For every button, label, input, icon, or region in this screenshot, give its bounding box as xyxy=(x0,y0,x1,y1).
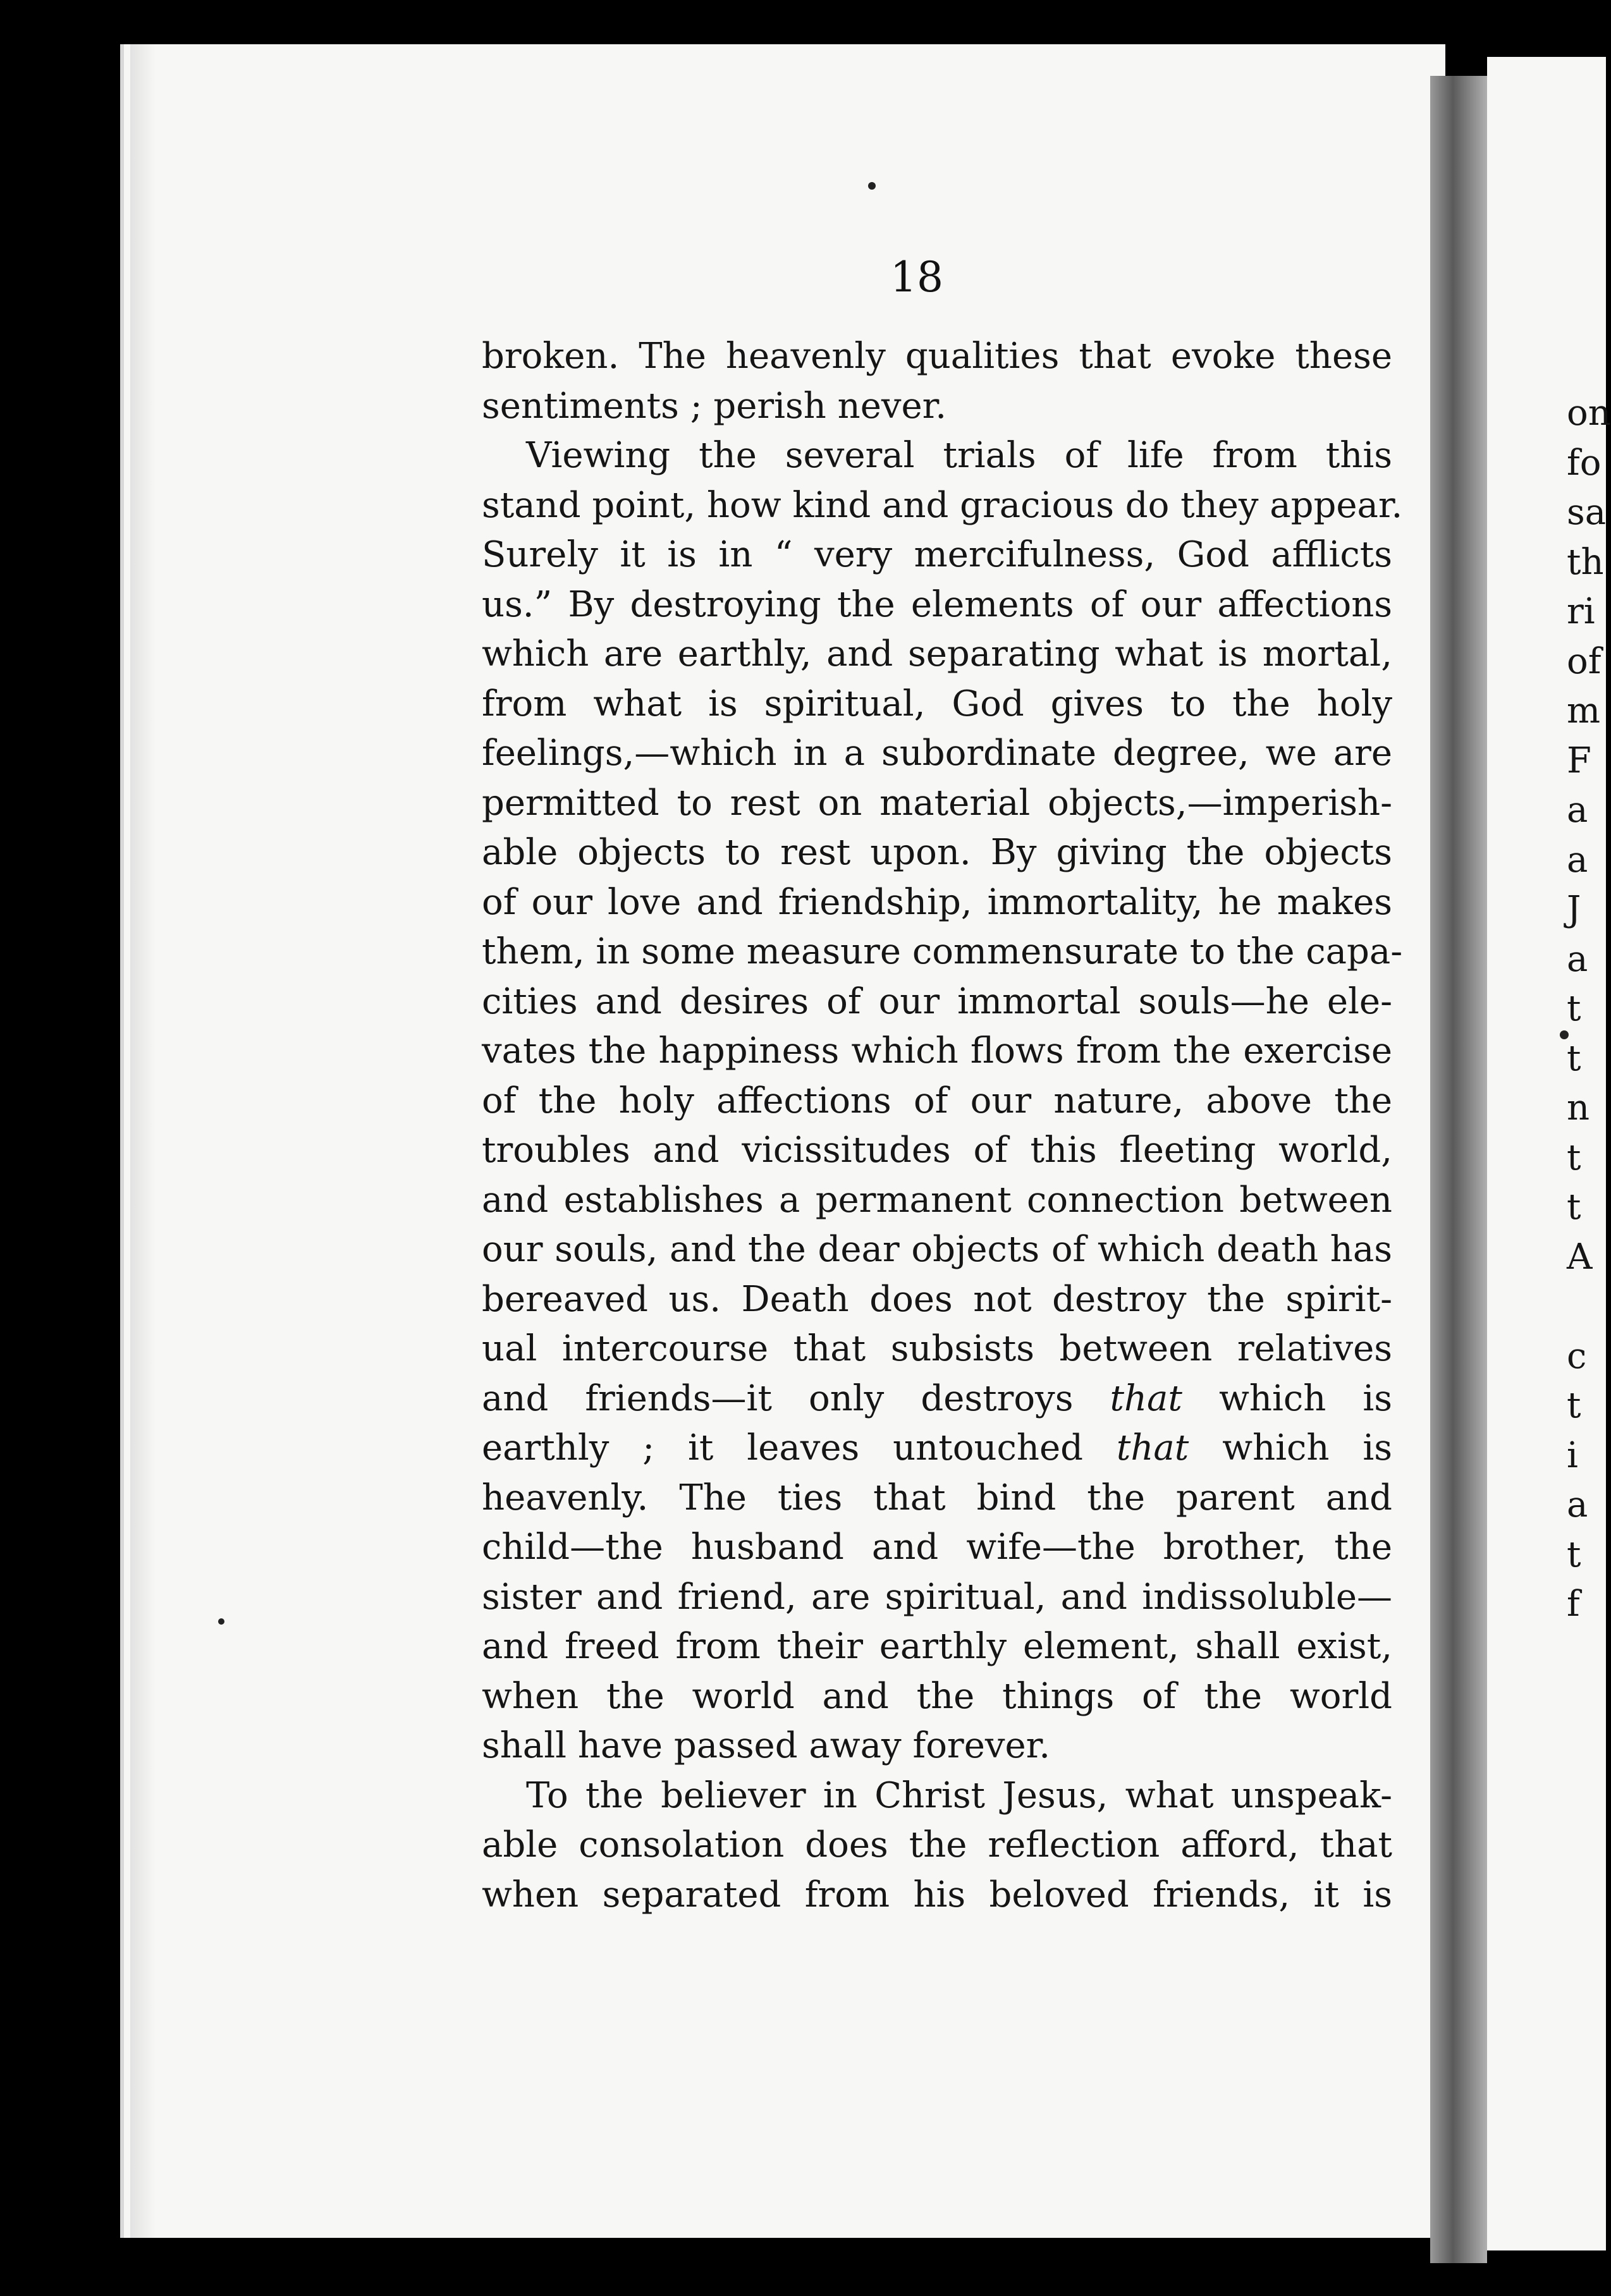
book-gutter xyxy=(1430,76,1487,2263)
right-page-fragment: F xyxy=(1567,740,1591,781)
text-line: sister and friend, are spiritual, and indissoluble— xyxy=(482,1576,1392,1618)
text-line: able consolation does the reflection afford, that xyxy=(482,1824,1392,1866)
page-number: 18 xyxy=(890,253,943,302)
text-line: shall have passed away forever. xyxy=(482,1725,1051,1766)
text-line: us.” By destroying the elements of our affections xyxy=(482,583,1392,625)
text-line: earthly ; it leaves untouched that which is xyxy=(482,1427,1392,1469)
right-page-fragment: J xyxy=(1567,889,1581,930)
right-page-fragment: ri xyxy=(1567,591,1595,632)
right-page-fragment: sa xyxy=(1567,492,1607,533)
text-line: when separated from his beloved friends, it is xyxy=(482,1874,1392,1915)
right-page xyxy=(1487,57,1611,2250)
right-page-fragment: a xyxy=(1567,790,1588,831)
text-line: bereaved us. Death does not destroy the spirit- xyxy=(482,1278,1392,1320)
right-page-fragment: c xyxy=(1567,1335,1587,1377)
text-line: feelings,—which in a subordinate degree, we are xyxy=(482,733,1392,774)
right-page-fragment: t xyxy=(1567,1534,1581,1575)
right-page-fragment: i xyxy=(1567,1434,1578,1476)
text-line: of our love and friendship, immortality, he makes xyxy=(482,881,1392,923)
right-page-fragment: t xyxy=(1567,1037,1581,1079)
text-line: Viewing the several trials of life from this xyxy=(526,435,1392,476)
text-line: heavenly. The ties that bind the parent and xyxy=(482,1477,1392,1518)
right-page-fragment: a xyxy=(1567,1484,1588,1525)
italic-emphasis: that xyxy=(1116,1427,1189,1469)
right-page-fragment: th xyxy=(1567,541,1604,583)
text-line: troubles and vicissitudes of this fleeting world, xyxy=(482,1130,1392,1171)
text-line: broken. The heavenly qualities that evoke these xyxy=(482,336,1392,377)
right-page-fragment: t xyxy=(1567,1187,1581,1228)
right-page-fragment: t xyxy=(1567,1385,1581,1426)
right-page-fragment: t xyxy=(1567,1137,1581,1178)
right-page-fragment xyxy=(1567,1282,1611,1332)
text-line: able objects to rest upon. By giving the objects xyxy=(482,832,1392,873)
scan-speck xyxy=(868,182,876,190)
right-page-fragment: n xyxy=(1567,1087,1590,1128)
right-page-fragment: f xyxy=(1567,1584,1580,1625)
text-line: ual intercourse that subsists between relatives xyxy=(482,1328,1392,1369)
text-line: Surely it is in “ very mercifulness, God afflicts xyxy=(482,534,1392,575)
right-page-fragment: t xyxy=(1567,988,1581,1029)
right-page-fragment: m xyxy=(1567,690,1601,731)
text-line: them, in some measure commensurate to the capa- xyxy=(482,931,1403,972)
text-line: of the holy affections of our nature, above the xyxy=(482,1080,1392,1121)
right-page-fragment: fo xyxy=(1567,442,1602,484)
text-line: permitted to rest on material objects,—imperish- xyxy=(482,782,1392,824)
scan-speck xyxy=(1560,1030,1569,1039)
text-line: when the world and the things of the world xyxy=(482,1675,1392,1717)
right-page-fragment: of xyxy=(1567,640,1602,682)
text-line: sentiments ; perish never. xyxy=(482,385,947,427)
text-line: cities and desires of our immortal souls—he ele- xyxy=(482,980,1392,1022)
right-page-text-fragments xyxy=(1567,389,1611,1630)
scan-speck xyxy=(218,1618,224,1625)
text-line: stand point, how kind and gracious do they appear. xyxy=(482,484,1403,526)
text-line: which are earthly, and separating what is mortal, xyxy=(482,633,1392,675)
page-body-text xyxy=(482,332,1403,1920)
text-line: child—the husband and wife—the brother, the xyxy=(482,1527,1392,1568)
text-line: and establishes a permanent connection between xyxy=(482,1179,1392,1221)
right-page-fragment: a xyxy=(1567,839,1588,881)
text-line: vates the happiness which flows from the exercise xyxy=(482,1030,1392,1072)
right-page-fragment: on xyxy=(1567,393,1611,434)
text-line: and friends—it only destroys that which is xyxy=(482,1377,1392,1419)
text-line: our souls, and the dear objects of which death has xyxy=(482,1229,1392,1270)
right-page-fragment: A xyxy=(1567,1236,1593,1278)
text-line: To the believer in Christ Jesus, what unspeak- xyxy=(526,1774,1392,1816)
text-line: from what is spiritual, God gives to the holy xyxy=(482,683,1392,724)
text-line: and freed from their earthly element, shall exist, xyxy=(482,1626,1392,1667)
italic-emphasis: that xyxy=(1110,1377,1182,1419)
right-page-fragment: a xyxy=(1567,938,1588,980)
